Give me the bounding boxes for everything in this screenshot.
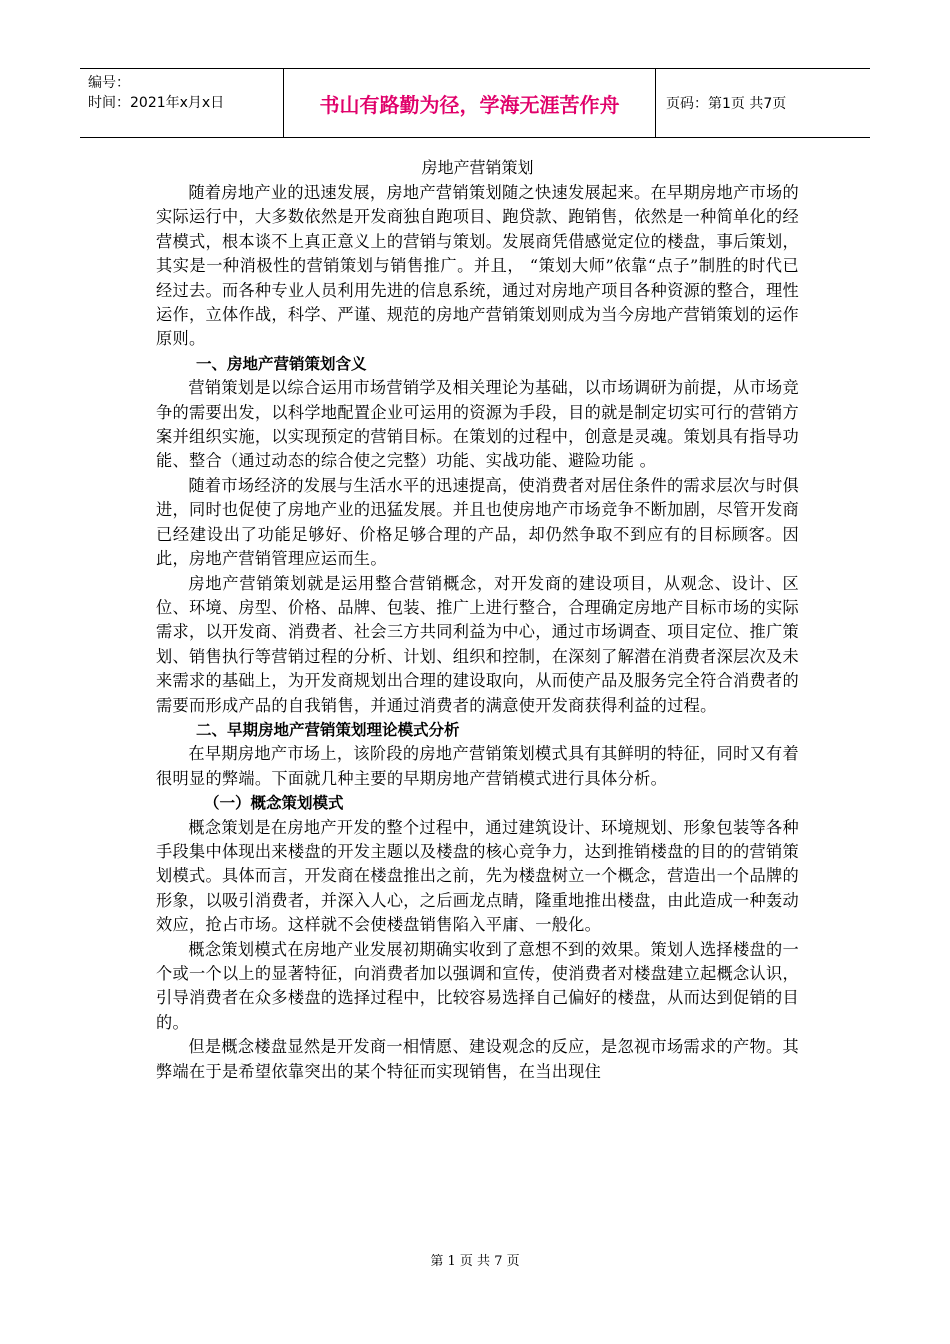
paragraph: 营销策划是以综合运用市场营销学及相关理论为基础，以市场调研为前提，从市场竞争的需要出发，以科学地配置企业可运用的资源为手段，目的就是制定切实可行的营销方案并组织实施，以实现预定的营销目标。在策划的过程中，创意是灵魂。策划具有指导功能、整合（通过动态的综合使之完整）功能、实战功能、避险功能 。 (156, 378, 800, 471)
paragraph: 概念策划是在房地产开发的整个过程中，通过建筑设计、环境规划、形象包装等各种手段集中体现出来楼盘的开发主题以及楼盘的核心竞争力，达到推销楼盘的目的的营销策划模式。具体而言，开发商在楼盘推出之前，先为楼盘树立一个概念，营造出一个品牌的形象，以吸引消费者，并深入人心，之后画龙点睛，隆重地推出楼盘，由此造成一种轰动效应，抢占市场。这样就不会使楼盘销售陷入平庸、一般化。 (156, 817, 800, 935)
paragraph: 房地产营销策划就是运用整合营销概念，对开发商的建设项目，从观念、设计、区位、环境、房型、价格、品牌、包装、推广上进行整合，合理确定房地产目标市场的实际需求，以开发商、消费者、社会三方共同利益为中心，通过市场调查、项目定位、推广策划、销售执行等营销过程的分析、计划、组织和控制，在深刻了解潜在消费者深层次及未来需求的基础上，为开发商规划出合理的建设取向，从而使产品及服务完全符合消费者的需要而形成产品的自我销售，并通过消费者的满意使开发商获得利益的过程。 (156, 573, 800, 715)
paragraph: 随着房地产业的迅速发展，房地产营销策划随之快速发展起来。在早期房地产市场的实际运行中，大多数依然是开发商独自跑项目、跑贷款、跑销售，依然是一种简单化的经营模式，根本谈不上真正意义上的营销与策划。发展商凭借感觉定位的楼盘，事后策划，其实是一种消极性的营销策划与销售推广。并且， “策划大师”依靠“点子”制胜的时代已经过去。而各种专业人员利用先进的信息系统，通过对房地产项目各种资源的整合，理性运作，立体作战，科学、严谨、规范的房地产营销策划则成为当今房地产营销策划的运作原则。 (156, 183, 800, 349)
doc-date-label: 时间：2021年x月x日 (88, 95, 225, 111)
section-heading: 二、早期房地产营销策划理论模式分析 (196, 720, 460, 739)
document-blocks (156, 181, 799, 1084)
subsection-heading: （一）概念策划模式 (204, 794, 344, 813)
paragraph: 随着市场经济的发展与生活水平的迅速提高，使消费者对居住条件的需求层次与时俱进，同时也促使了房地产业的迅猛发展。并且也使房地产市场竞争不断加剧，尽管开发商已经建设出了功能足够好、价格足够合理的产品，却仍然争取不到应有的目标顾客。因此，房地产营销管理应运而生。 (156, 475, 800, 569)
paragraph: 概念策划模式在房地产业发展初期确实收到了意想不到的效果。策划人选择楼盘的一个或一个以上的显著特征，向消费者加以强调和宣传，使消费者对楼盘建立起概念认识，引导消费者在众多楼盘的选择过程中，比较容易选择自己偏好的楼盘，从而达到促销的目的。 (156, 939, 800, 1032)
paragraph: 在早期房地产市场上，该阶段的房地产营销策划模式具有其鲜明的特征，同时又有着很明显的弊端。下面就几种主要的早期房地产营销模式进行具体分析。 (156, 744, 799, 788)
doc-code-label: 编号： (88, 75, 130, 91)
header-motto: 书山有路勤为径，学海无涯苦作舟 (284, 69, 656, 137)
page-footer: 第 1 页 共 7 页 (430, 1254, 520, 1269)
document-title: 房地产营销策划 (421, 158, 534, 177)
header-page-info: 页码：第1页 共7页 (666, 96, 787, 112)
paragraph: 但是概念楼盘显然是开发商一相情愿、建设观念的反应，是忽视市场需求的产物。其弊端在于是希望依靠突出的某个特征而实现销售，在当出现住 (156, 1037, 799, 1081)
header-meta (80, 69, 284, 137)
document-body (156, 156, 799, 1084)
header-table (80, 68, 870, 138)
section-heading: 一、房地产营销策划含义 (196, 354, 367, 373)
